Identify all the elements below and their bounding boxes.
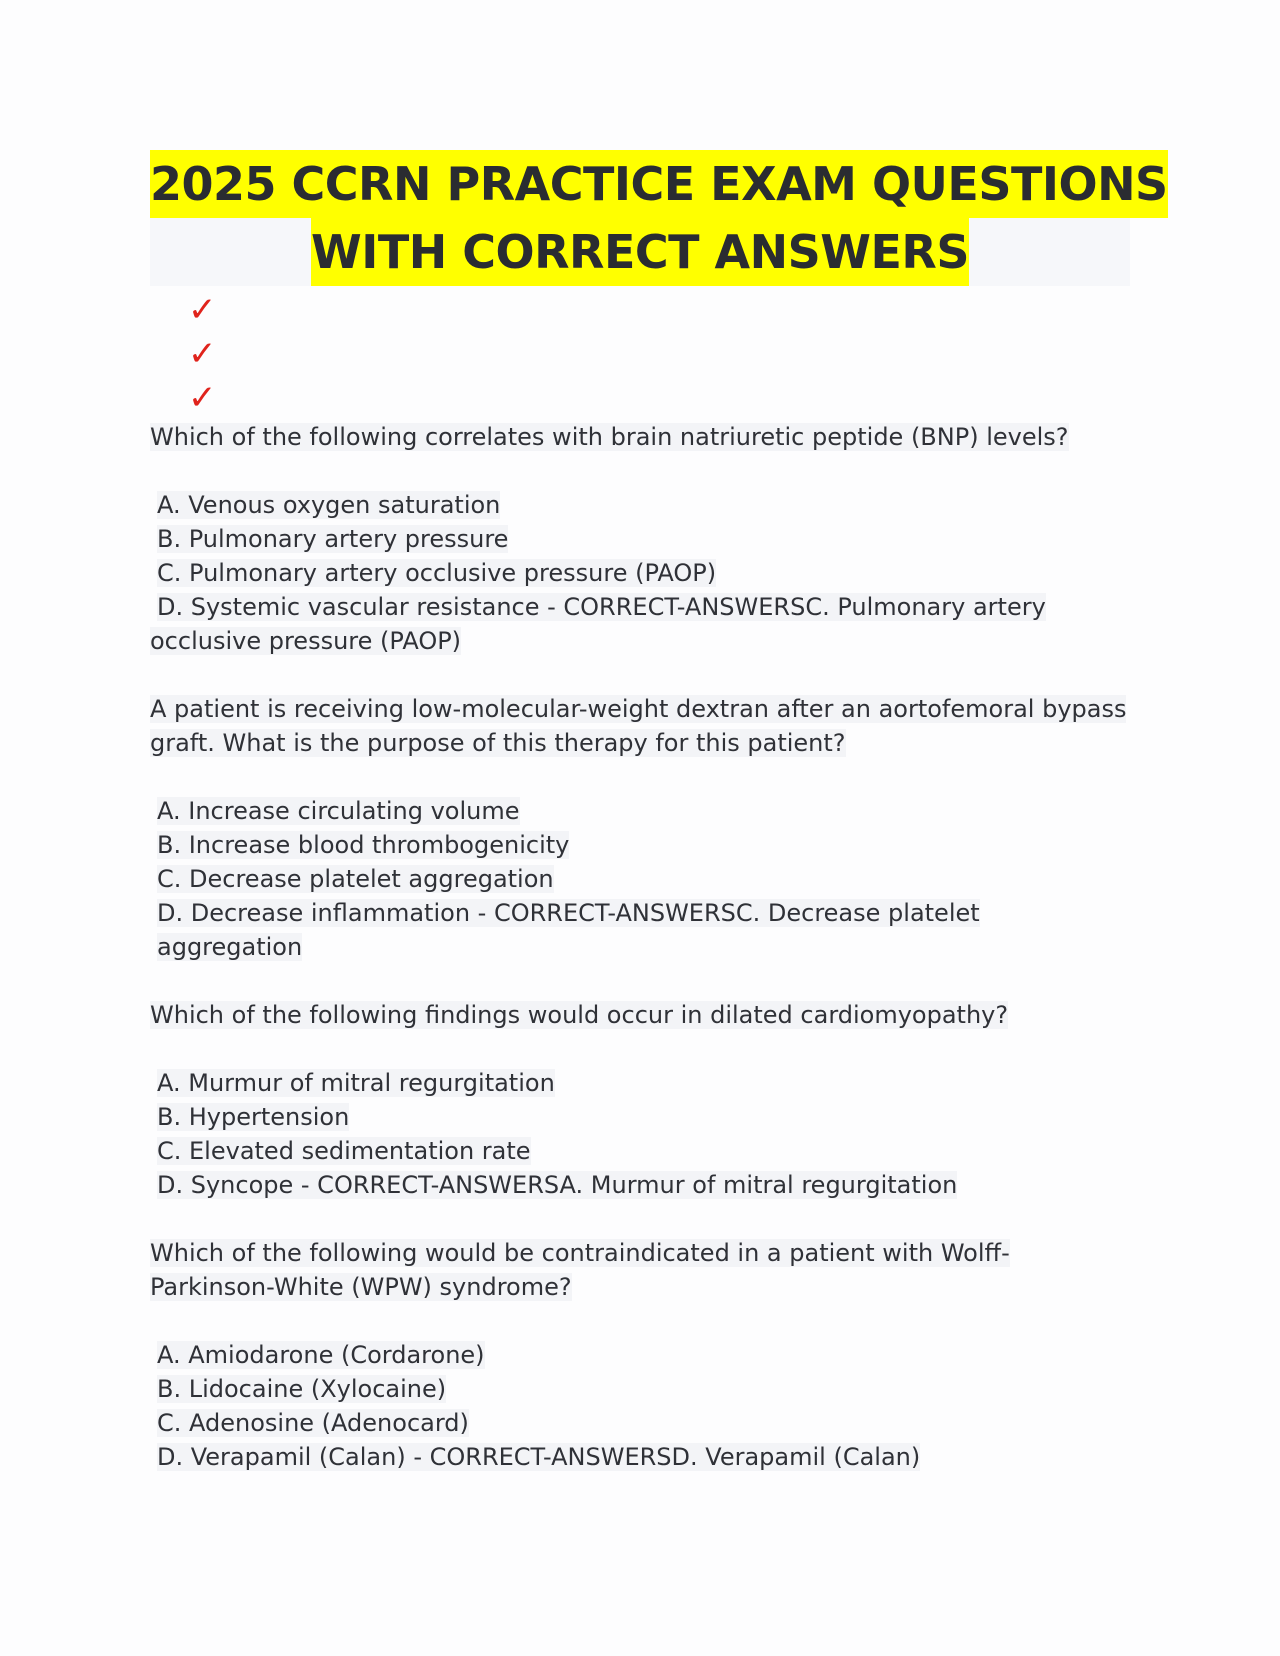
- answer-option: C. Decrease platelet aggregation: [157, 865, 554, 893]
- title-line-2: WITH CORRECT ANSWERS: [311, 218, 969, 286]
- answer-options: [150, 1066, 1130, 1202]
- answer-option: B. Lidocaine (Xylocaine): [157, 1375, 447, 1403]
- answer-option: A. Amiodarone (Cordarone): [157, 1341, 485, 1369]
- answer-option-with-correct-answer: D. Verapamil (Calan) - CORRECT-ANSWERSD. Verapamil (Calan): [157, 1443, 921, 1471]
- question-block-4: [150, 1236, 1130, 1474]
- title-row-2: [150, 218, 1130, 286]
- answer-option-with-correct-answer: D. Decrease inflammation - CORRECT-ANSWERSC. Decrease platelet aggregation: [157, 899, 980, 961]
- answer-option: C. Adenosine (Adenocard): [157, 1409, 469, 1437]
- document-content: [150, 150, 1168, 1508]
- title-row-1: [150, 150, 1168, 218]
- question-text: Which of the following correlates with brain natriuretic peptide (BNP) levels?: [150, 423, 1069, 451]
- question-list: [150, 420, 1130, 1474]
- checkmark-icon: ✓: [188, 378, 217, 418]
- answer-options: [150, 488, 1130, 658]
- answer-option: A. Murmur of mitral regurgitation: [157, 1069, 555, 1097]
- answer-option: A. Increase circulating volume: [157, 797, 520, 825]
- document-title: [150, 150, 1168, 286]
- question-text: Which of the following would be contraindicated in a patient with Wolff-Parkinson-White (WPW) syndrome?: [150, 1239, 1010, 1301]
- question-text: A patient is receiving low-molecular-weight dextran after an aortofemoral bypass graft. What is the purpose of this therapy for this patient?: [150, 695, 1127, 757]
- question-block-3: [150, 998, 1130, 1202]
- answer-option-with-correct-answer: D. Syncope - CORRECT-ANSWERSA. Murmur of mitral regurgitation: [157, 1171, 958, 1199]
- answer-options: [150, 794, 1130, 964]
- answer-option-with-correct-answer: D. Systemic vascular resistance - CORRECT-ANSWERSC. Pulmonary artery occlusive pressure (PAOP): [150, 593, 1046, 655]
- answer-options: [150, 1338, 1130, 1474]
- checkmark-list: [188, 288, 1130, 420]
- answer-option: B. Hypertension: [157, 1103, 350, 1131]
- question-text: Which of the following findings would occur in dilated cardiomyopathy?: [150, 1001, 1009, 1029]
- answer-option: A. Venous oxygen saturation: [157, 491, 501, 519]
- checkmark-icon: ✓: [188, 290, 217, 330]
- title-line-1: 2025 CCRN PRACTICE EXAM QUESTIONS: [150, 150, 1168, 218]
- question-block-2: [150, 692, 1130, 964]
- answer-option: B. Increase blood thrombogenicity: [157, 831, 570, 859]
- answer-option: C. Elevated sedimentation rate: [157, 1137, 531, 1165]
- answer-option: C. Pulmonary artery occlusive pressure (PAOP): [157, 559, 717, 587]
- checkmark-icon: ✓: [188, 334, 217, 374]
- answer-option: B. Pulmonary artery pressure: [157, 525, 509, 553]
- question-block-1: [150, 420, 1130, 658]
